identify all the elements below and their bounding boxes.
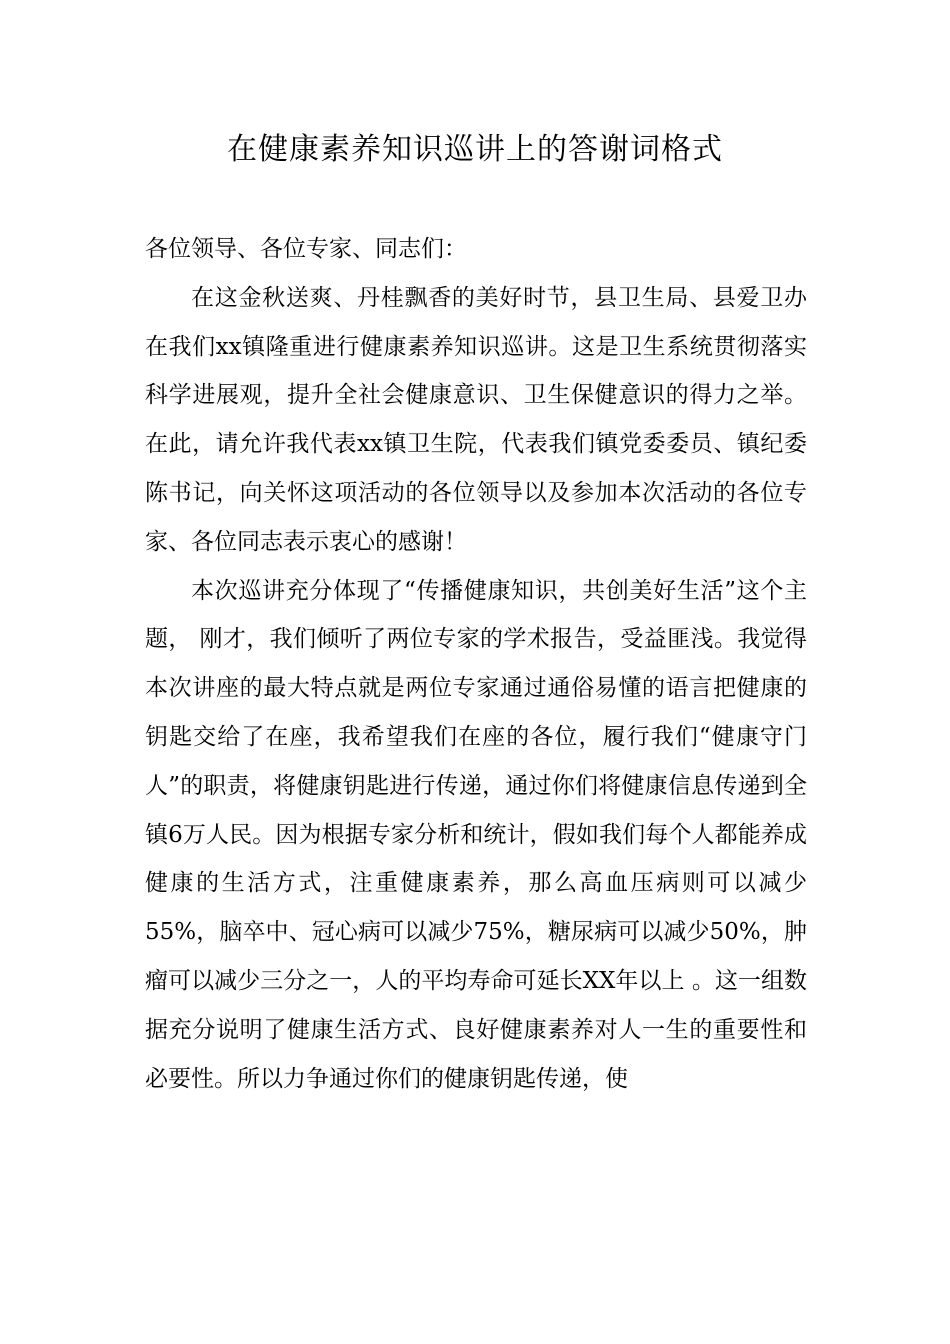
document-title: 在健康素养知识巡讲上的答谢词格式 <box>227 132 723 167</box>
salutation: 各位领导、各位专家、同志们： <box>145 236 467 262</box>
paragraph-1: 在这金秋送爽、丹桂飘香的美好时节，县卫生局、县爱卫办在我们xx镇隆重进行健康素养知识巡讲。这是卫生系统贯彻落实科学进展观，提升全社会健康意识、卫生保健意识的得力之举。在此，请允许我代表xx镇卫生院，代表我们镇党委委员、镇纪委陈书记，向关怀这项活动的各位领导以及参加本次活动的各位专家、各位同志表示衷心的感谢！ <box>145 284 807 555</box>
paragraph-2: 本次巡讲充分体现了“传播健康知识，共创美好生活”这个主题， 刚才，我们倾听了两位专家的学术报告，受益匪浅。我觉得本次讲座的最大特点就是两位专家通过通俗易懂的语言把健康的钥匙交给了在座，我希望我们在座的各位，履行我们“健康守门人”的职责，将健康钥匙进行传递，通过你们将健康信息传递到全镇6万人民。因为根据专家分析和统计，假如我们每个人都能养成健康的生活方式，注重健康素养，那么高血压病则可以减少55%，脑卒中、冠心病可以减少75%，糖尿病可以减少50%，肿瘤可以减少三分之一，人的平均寿命可延长XX年以上 。这一组数据充分说明了健康生活方式、良好健康素养对人一生的重要性和必要性。所以力争通过你们的健康钥匙传递，使 <box>145 577 807 1092</box>
document-body <box>145 225 807 1103</box>
